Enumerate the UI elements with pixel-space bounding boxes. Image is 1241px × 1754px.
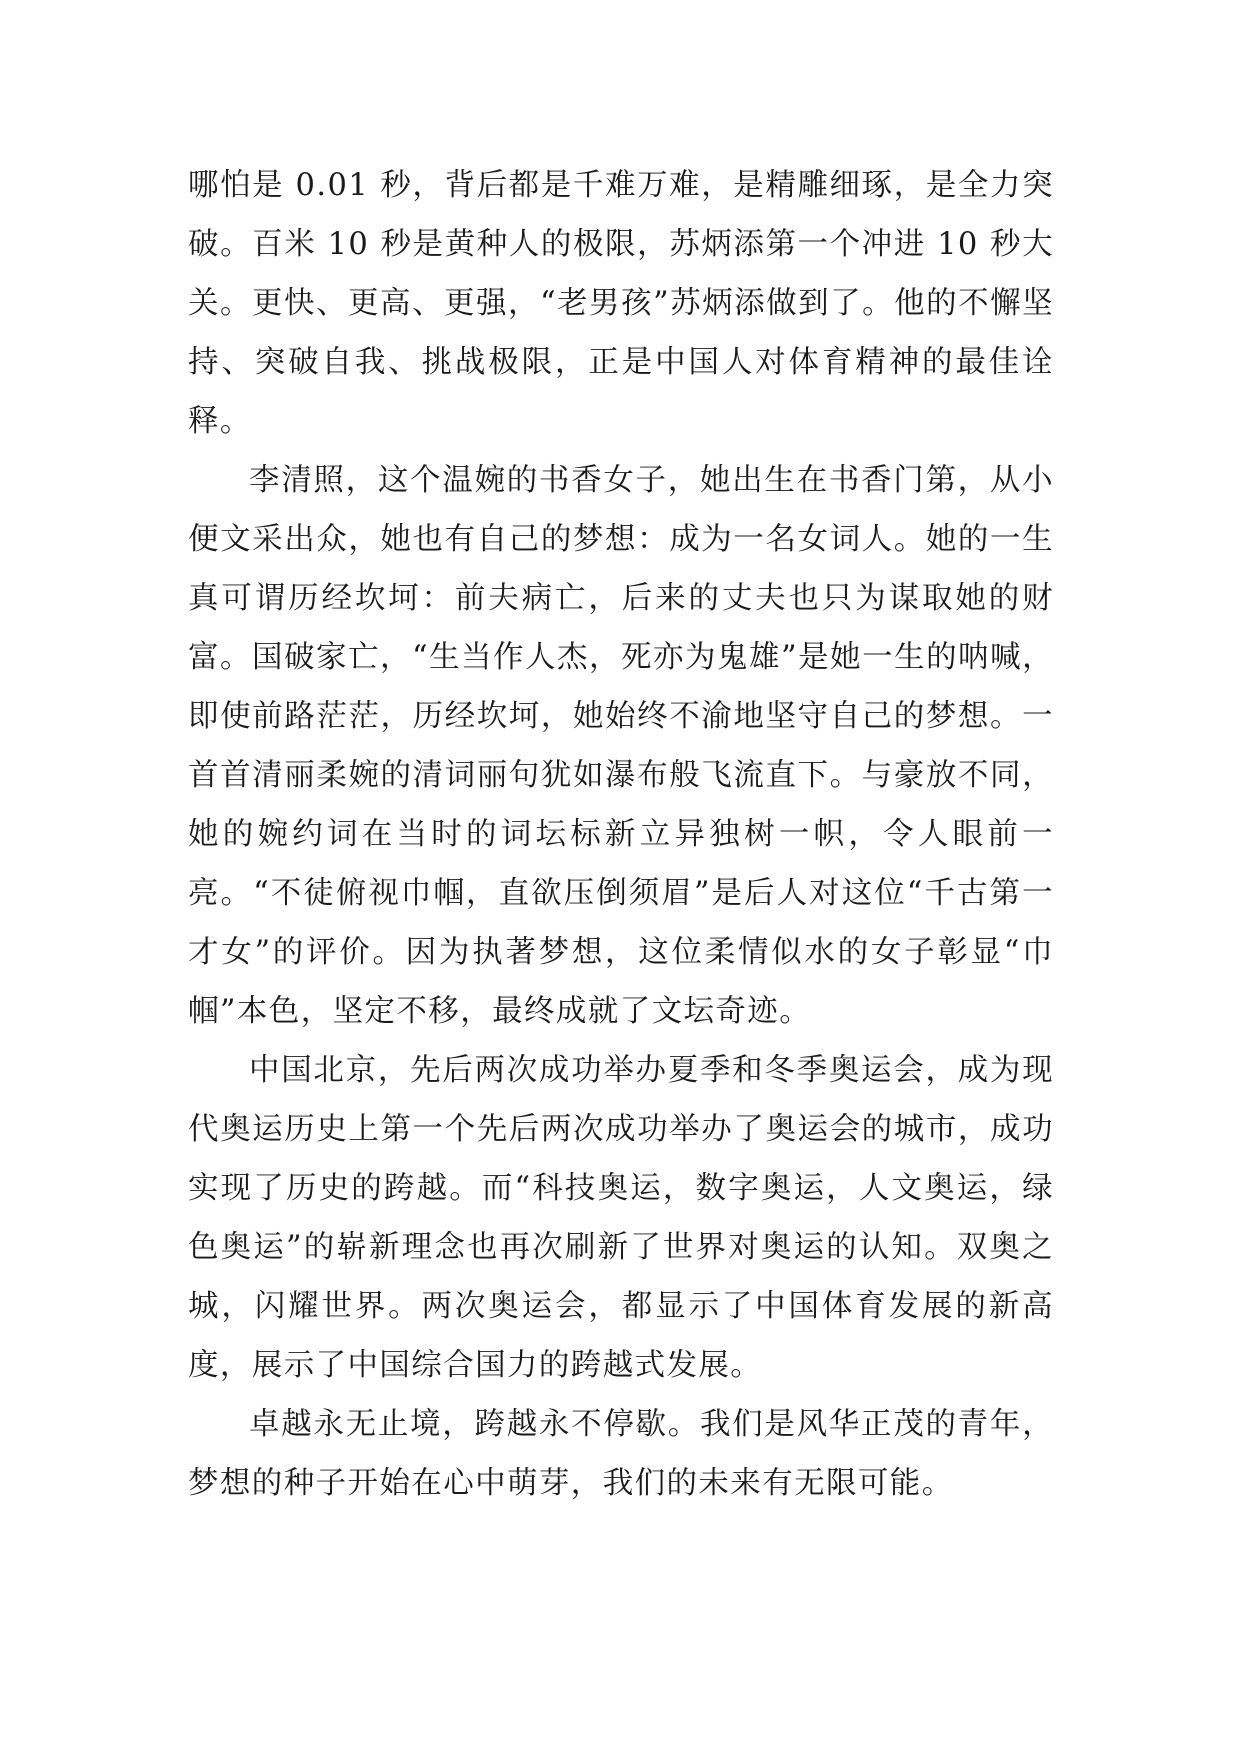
paragraph-li-qingzhao: 李清照，这个温婉的书香女子，她出生在书香门第，从小便文采出众，她也有自己的梦想：成为一名女词人。她的一生真可谓历经坎坷：前夫病亡，后来的丈夫也只为谋取她的财富。国破家亡，“生当作人杰，死亦为鬼雄”是她一生的呐喊，即使前路茫茫，历经坎坷，她始终不渝地坚守自己的梦想。一首首清丽柔婉的清词丽句犹如瀑布般飞流直下。与豪放不同，她的婉约词在当时的词坛标新立异独树一帜，令人眼前一亮。“不徒俯视巾帼，直欲压倒须眉”是后人对这位“千古第一才女”的评价。因为执著梦想，这位柔情似水的女子彰显“巾帼”本色，坚定不移，最终成就了文坛奇迹。	[188, 463, 1054, 1029]
paragraph-su-bingtian: 哪怕是 0.01 秒，背后都是千难万难，是精雕细琢，是全力突破。百米 10 秒是黄种人的极限，苏炳添第一个冲进 10 秒大关。更快、更高、更强，“老男孩”苏炳添做到了。他的不懈坚持、突破自我、挑战极限，正是中国人对体育精神的最佳诠释。	[188, 168, 1054, 439]
paragraph-beijing-olympics: 中国北京，先后两次成功举办夏季和冬季奥运会，成为现代奥运历史上第一个先后两次成功举办了奥运会的城市，成功实现了历史的跨越。而“科技奥运，数字奥运，人文奥运，绿色奥运”的崭新理念也再次刷新了世界对奥运的认知。双奥之城，闪耀世界。两次奥运会，都显示了中国体育发展的新高度，展示了中国综合国力的跨越式发展。	[188, 1053, 1054, 1383]
paragraph-conclusion: 卓越永无止境，跨越永不停歇。我们是风华正茂的青年，梦想的种子开始在心中萌芽，我们的未来有无限可能。	[188, 1407, 1054, 1501]
document-body	[188, 156, 1054, 1513]
